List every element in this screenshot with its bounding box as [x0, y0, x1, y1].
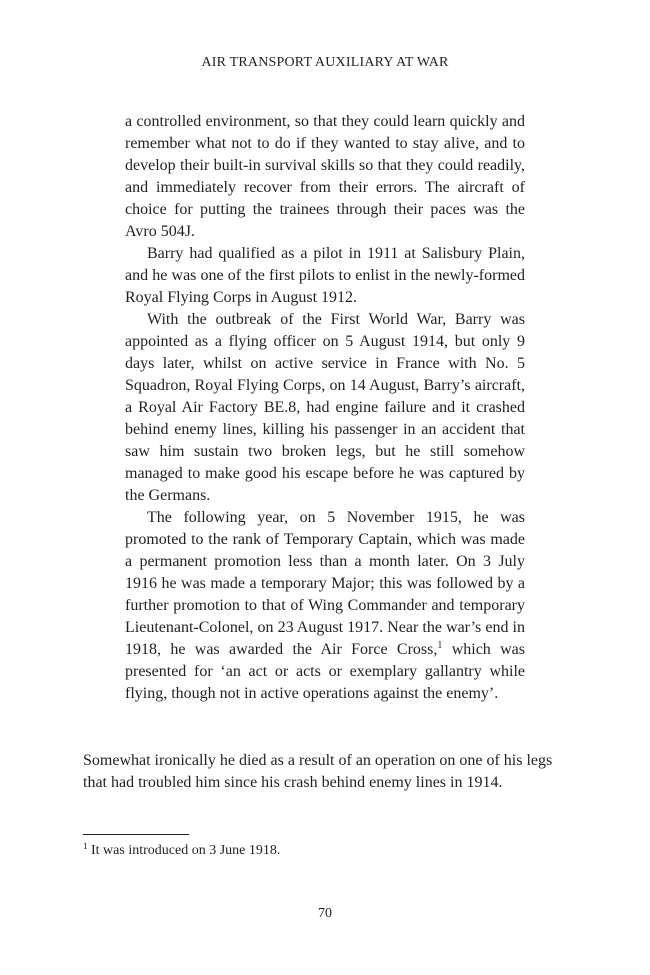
body-line: that had troubled him since his crash behind enemy lines in 1914. [83, 774, 503, 791]
paragraph [125, 507, 525, 705]
running-header: AIR TRANSPORT AUXILIARY AT WAR [201, 55, 449, 70]
footnote-text: It was introduced on 3 June 1918. [87, 843, 281, 858]
body-paragraph [83, 750, 583, 794]
paragraph: With the outbreak of the First World War, Barry was appointed as a flying officer on 5 August 1914, but only 9 days later, whilst on active service in France with No. 5 Squadron, Royal Flying Corps, on 14 August, Barry’s aircraft, a Royal Air Factory BE.8, had engine failure and it crashed behind enemy lines, killing his passenger in an accident that saw him sustain two broken legs, but he still somehow managed to make good his escape before he was captured by the Germans. [125, 311, 525, 504]
page-number: 70 [318, 906, 332, 921]
paragraph: a controlled environment, so that they could learn quickly and remember what not to do if they wanted to stay alive, and to develop their built-in survival skills so that they could readily, and immediately recover from their errors. The aircraft of choice for putting the trainees through their paces was the Avro 504J. [125, 113, 525, 240]
footnote-reference: 1 [437, 640, 443, 651]
paragraph: Barry had qualified as a pilot in 1911 at Salisbury Plain, and he was one of the first pilots to enlist in the newly-formed Royal Flying Corps in August 1912. [125, 245, 525, 306]
paragraph-text: which was presented for ‘an act or acts or exemplary gallantry while flying, though not in active operations against the enemy’. [125, 641, 526, 702]
footnote-marker: 1 [83, 841, 88, 851]
body-line: Somewhat ironically he died as a result of an operation on one of his legs [83, 752, 553, 769]
footnote-divider [83, 834, 189, 835]
footnote [83, 842, 280, 860]
paragraph-text: The following year, on 5 November 1915, he was promoted to the rank of Temporary Captain, which was made a permanent promotion less than a month later. On 3 July 1916 he was made a temporary Major; this was followed by a further promotion to that of Wing Commander and temporary Lieutenant-Colonel, on 23 August 1917. Near the war’s end in 1918, he was awarded the Air Force Cross, [125, 509, 525, 658]
quoted-passage [125, 111, 525, 705]
